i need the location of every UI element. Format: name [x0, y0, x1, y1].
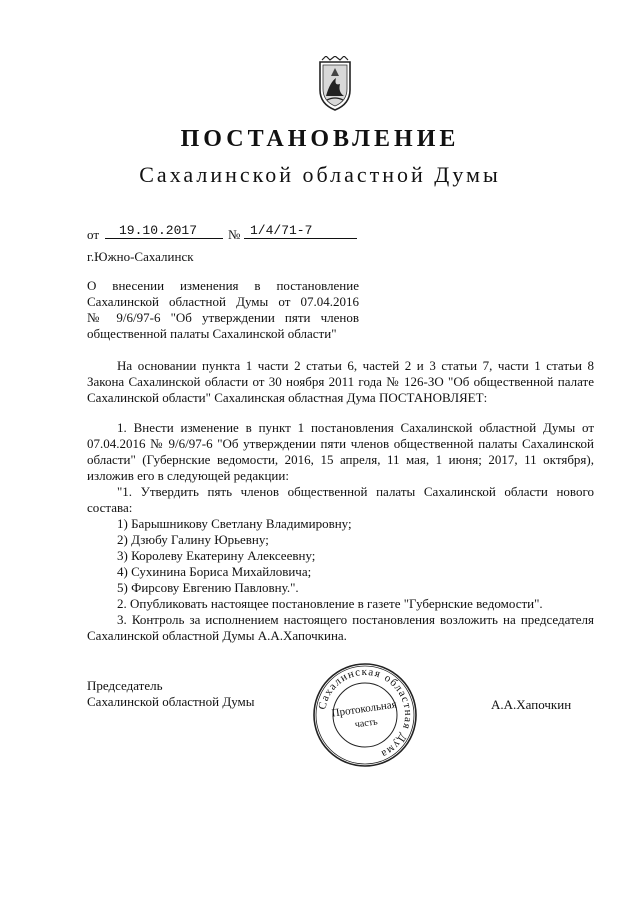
document-date: 19.10.2017	[105, 223, 223, 239]
subject-line: О внесении изменения в постановление	[87, 278, 359, 293]
list-item: 3) Королеву Екатерину Алексеевну;	[117, 548, 316, 563]
coat-of-arms-emblem	[318, 56, 352, 112]
quoted-resolution: "1. Утвердить пять членов общественной палаты Сахалинской области нового состава:	[87, 484, 594, 515]
position-line: Председатель	[87, 678, 163, 693]
document-number: 1/4/71-7	[244, 223, 357, 239]
official-stamp	[312, 662, 418, 768]
issuing-body: Сахалинской областной Думы	[139, 162, 501, 187]
date-prefix: от	[87, 227, 100, 242]
subject-line: № 9/6/97-6 "Об утверждении пяти членов	[87, 310, 359, 325]
document-body	[87, 358, 594, 644]
item-1: 1. Внести изменение в пункт 1 постановления Сахалинской областной Думы от 07.04.2016 № 9/6/97-6 "Об утверждении пяти членов общественной палаты Сахалинской области" (Губернские ведомости, 2016, 15 апреля, 11 мая, 1 июня; 2017, 11 октября), изложив его в следующей редакции:	[87, 420, 594, 483]
position-line: Сахалинской областной Думы	[87, 694, 255, 709]
preamble: На основании пункта 1 части 2 статьи 6, частей 2 и 3 статьи 7, части 1 статьи 8 Закона Сахалинской области от 30 ноября 2011 года № 126-ЗО "Об общественной палате Сахалинской области" Сахалинская областная Дума ПОСТАНОВЛЯЕТ:	[87, 358, 594, 405]
subject-line: Сахалинской областной Думы от 07.04.2016	[87, 294, 359, 309]
item-3: 3. Контроль за исполнением настоящего постановления возложить на председателя Сахалинской областной Думы А.А.Хапочкина.	[87, 612, 594, 643]
subject-line: общественной палаты Сахалинской области"	[87, 326, 337, 341]
signatory-name: А.А.Хапочкин	[491, 697, 572, 712]
members-list	[87, 516, 594, 596]
list-item: 5) Фирсову Евгению Павловну.".	[117, 580, 299, 595]
stamp-center-line: Протокольная	[330, 698, 398, 720]
stamp-center-line: часть	[354, 716, 379, 731]
list-item: 1) Барышникову Светлану Владимировну;	[117, 516, 352, 531]
document-subject	[87, 278, 359, 342]
list-item: 4) Сухинина Бориса Михайловича;	[117, 564, 312, 579]
item-2: 2. Опубликовать настоящее постановление в газете "Губернские ведомости".	[117, 596, 543, 611]
city: г.Южно-Сахалинск	[87, 249, 194, 264]
signatory-position	[87, 678, 255, 710]
document-title: ПОСТАНОВЛЕНИЕ	[180, 126, 460, 152]
number-sign: №	[228, 227, 241, 242]
list-item: 2) Дзюбу Галину Юрьевну;	[117, 532, 269, 547]
stamp-ring-text: Сахалинская областная Дума	[316, 665, 415, 761]
